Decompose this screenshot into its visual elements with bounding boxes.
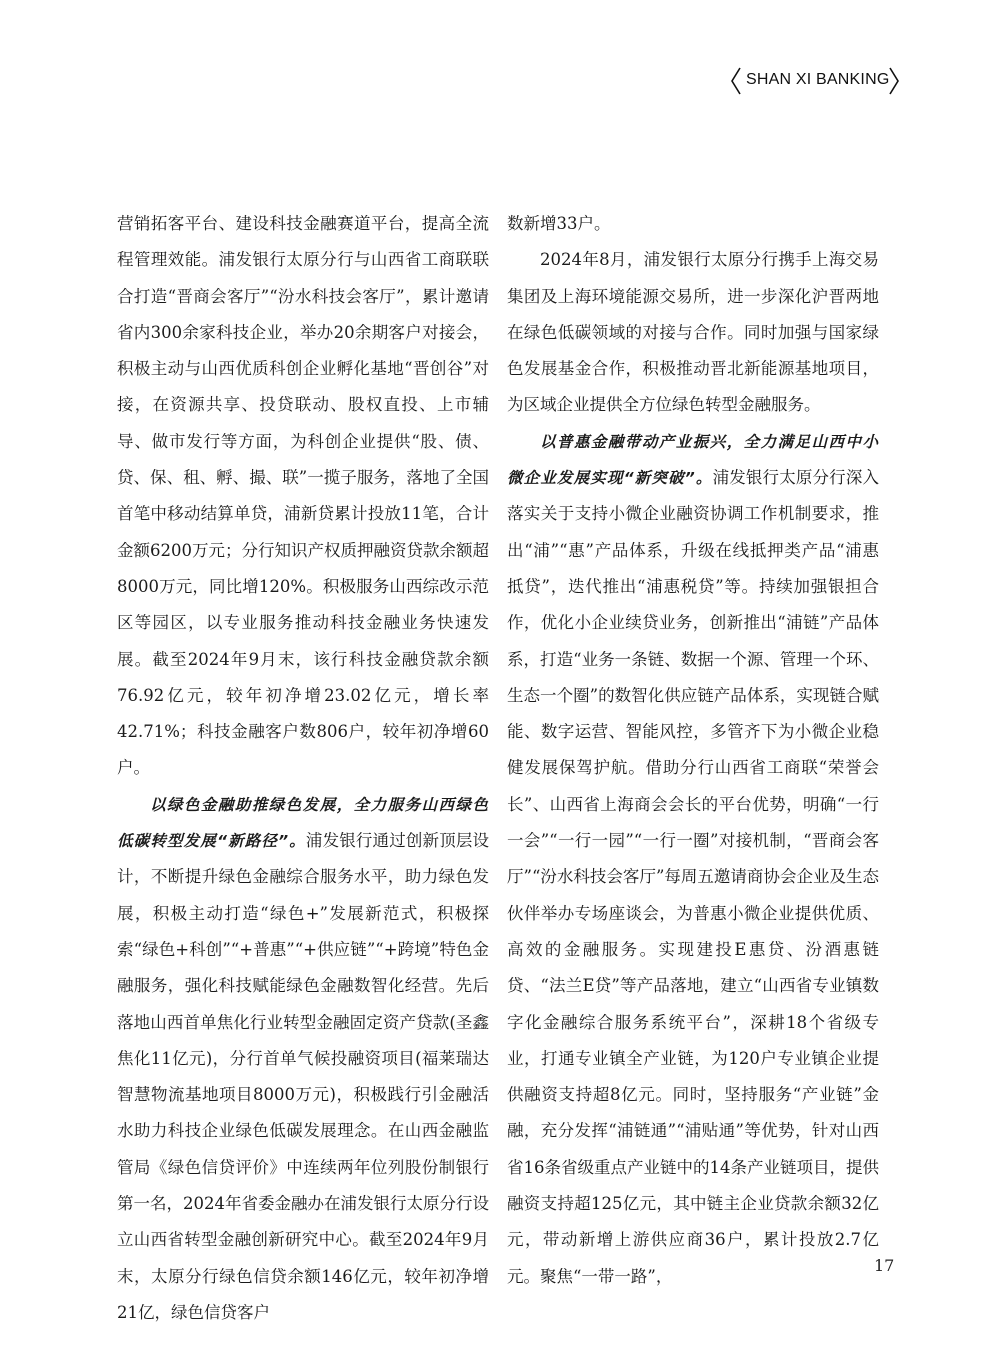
green-finance-body: 浦发银行通过创新顶层设计，不断提升绿色金融综合服务水平，助力绿色发展，积极主动打造“绿色+”发展新范式，积极探索“绿色+科创”“+普惠”“+供应链”“+跨境”特色金融服务，强化科技赋能绿色金融数智化经营。先后落地山西首单焦化行业转型金融固定资产贷款(圣鑫焦化11亿元)，分行首单气候投融资项目(福莱瑞达智慧物流基地项目8000万元)，积极践行引金融活水助力科技企业绿色低碳发展理念。在山西金融监管局《绿色信贷评价》中连续两年位列股份制银行第一名，2024年省委金融办在浦发银行太原分行设立山西省转型金融创新研究中心。截至2024年9月末，太原分行绿色信贷余额146亿元，较年初净增21亿，绿色信贷客户 (117, 831, 490, 1322)
right-paragraph-2: 2024年8月，浦发银行太原分行携手上海交易集团及上海环境能源交易所，进一步深化沪晋两地在绿色低碳领域的对接与合作。同时加强与国家绿色发展基金合作，积极推动晋北新能源基地项目，为区域企业提供全方位绿色转型金融服务。 (507, 250, 879, 415)
right-column (507, 206, 879, 1295)
right-paragraph-3 (507, 424, 879, 1295)
left-paragraph-2 (117, 787, 489, 1331)
left-paragraph-1: 营销拓客平台、建设科技金融赛道平台，提高全流程管理效能。浦发银行太原分行与山西省工商联联合打造“晋商会客厅”“汾水科技会客厅”，累计邀请省内300余家科技企业，举办20余期客户对接会，积极主动与山西优质科创企业孵化基地“晋创谷”对接，在资源共享、投贷联动、股权直投、上市辅导、做市发行等方面，为科创企业提供“股、债、贷、保、租、孵、撮、联”一揽子服务，落地了全国首笔中移动结算单贷，浦新贷累计投放11笔，合计金额6200万元；分行知识产权质押融资贷款余额超8000万元，同比增120%。积极服务山西综改示范区等园区，以专业服务推动科技金融业务快速发展。截至2024年9月末，该行科技金融贷款余额76.92亿元，较年初净增23.02亿元，增长率42.71%；科技金融客户数806户，较年初净增60户。 (117, 214, 489, 778)
header-title: SHAN XI BANKING (746, 71, 890, 88)
inclusive-finance-body: 浦发银行太原分行深入落实关于支持小微企业融资协调工作机制要求，推出“浦”“惠”产品体系，升级在线抵押类产品“浦惠抵贷”，迭代推出“浦惠税贷”等。持续加强银担合作，优化小企业续贷业务，创新推出“浦链”产品体系，打造“业务一条链、数据一个源、管理一个环、生态一个圈”的数智化供应链产品体系，实现链合赋能、数字运营、智能风控，多管齐下为小微企业稳健发展保驾护航。借助分行山西省工商联“荣誉会长”、山西省上海商会会长的平台优势，明确“一行一会”“一行一园”“一行一圈”对接机制，“晋商会客厅”“汾水科技会客厅”每周五邀请商协会企业及生态伙伴举办专场座谈会，为普惠小微企业提供优质、高效的金融服务。实现建投E惠贷、汾酒惠链贷、“法兰E贷”等产品落地，建立“山西省专业镇数字化金融综合服务系统平台”，深耕18个省级专业，打通专业镇全产业链，为120户专业镇企业提供融资支持超8亿元。同时，坚持服务“产业链”金融，充分发挥“浦链通”“浦贴通”等优势，针对山西省16条省级重点产业链中的14条产业链项目，提供融资支持超125亿元，其中链主企业贷款余额32亿元，带动新增上游供应商36户，累计投放2.7亿元。聚焦“一带一路”， (507, 468, 880, 1286)
left-column (117, 206, 489, 1331)
right-paragraph-1: 数新增33户。 (507, 214, 611, 233)
inclusive-finance-lead: 以普惠金融带动产业振兴，全力满足山西中小微企业发展实现“新突破”。 (507, 432, 879, 488)
page-number: 17 (874, 1256, 895, 1275)
green-finance-lead: 以绿色金融助推绿色发展，全力服务山西绿色低碳转型发展“新路径”。 (117, 795, 489, 851)
header-tag (730, 66, 900, 96)
